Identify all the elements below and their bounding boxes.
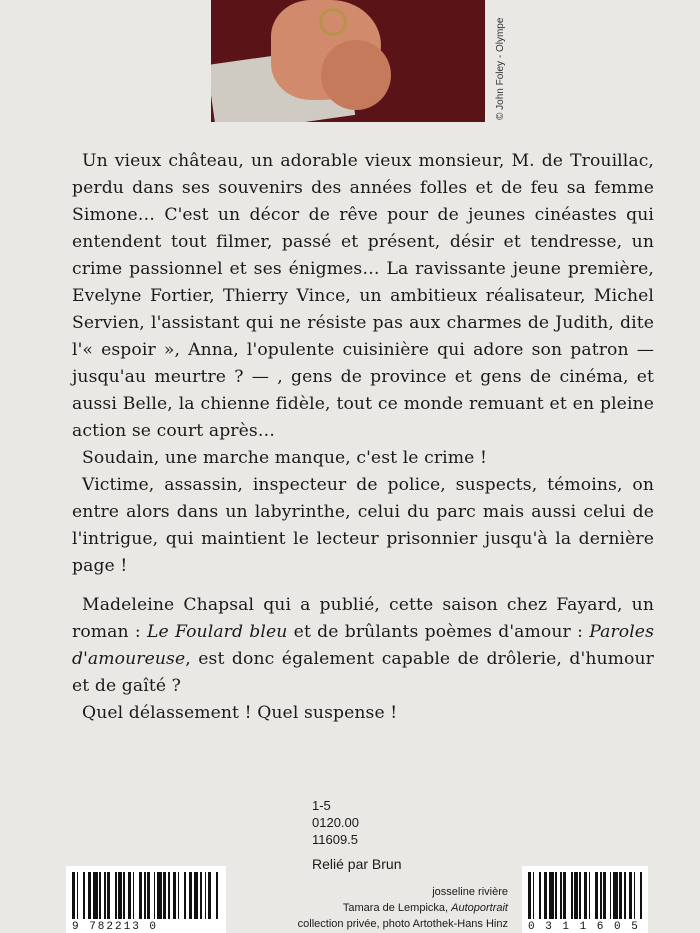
- barcode-stripe: [560, 872, 562, 919]
- blurb-paragraph-3: Victime, assassin, inspecteur de police, suspects, témoins, on entre alors dans un labyrinthe, celui du parc mais aussi celui de l'intrigue, qui maintient le lecteur prisonnier jusqu'à la dernière page !: [72, 475, 654, 576]
- barcode-stripe: [619, 872, 622, 919]
- barcode-stripe: [157, 872, 162, 919]
- barcode-stripe: [629, 872, 632, 919]
- barcode-stripe: [99, 872, 101, 919]
- book-title-foulard: Le Foulard bleu: [147, 622, 288, 642]
- barcode-stripe: [72, 872, 75, 919]
- barcode-stripe: [118, 872, 121, 919]
- barcode-stripe: [147, 872, 150, 919]
- barcode-stripe: [83, 872, 85, 919]
- cover-photo: [211, 0, 485, 122]
- barcode-stripe: [533, 872, 535, 919]
- code-line-3: 11609.5: [312, 832, 359, 847]
- barcode-stripe: [579, 872, 581, 919]
- artwork-credit: [298, 900, 508, 916]
- barcode-stripe: [88, 872, 91, 919]
- barcode-stripe: [107, 872, 110, 919]
- barcode-stripe: [115, 872, 117, 919]
- barcode-stripe: [574, 872, 577, 919]
- barcode-stripe: [104, 872, 106, 919]
- barcode-stripe: [613, 872, 618, 919]
- barcode-stripe: [144, 872, 146, 919]
- barcode-stripe: [154, 872, 156, 919]
- back-cover-blurb: [72, 148, 654, 727]
- barcode-stripe: [571, 872, 573, 919]
- barcode-stripe: [624, 872, 626, 919]
- barcode-stripe: [528, 872, 531, 919]
- barcode-stripe: [589, 872, 591, 919]
- code-line-1: 1-5: [312, 798, 331, 813]
- binding-note: Relié par Brun: [312, 856, 402, 872]
- isbn-barcode: [66, 866, 226, 933]
- barcode-stripe: [139, 872, 142, 919]
- photo-hand-2: [321, 40, 391, 110]
- blurb-paragraph-2: Soudain, une marche manque, c'est le crime !: [82, 448, 488, 468]
- blurb-paragraph-1: Un vieux château, un adorable vieux monsieur, M. de Trouillac, perdu dans ses souvenirs des années folles et de feu sa femme Simone… C'est un décor de rêve pour de jeunes cinéastes qui entendent tout filmer, passé et présent, désir et tendresse, un crime passionnel et ses énigmes… La ravissante jeune première, Evelyne Fortier, Thierry Vince, un ambitieux réalisateur, Michel Servien, l'assistant qui ne résiste pas aux charmes de Judith, dite l'« espoir », Anna, l'opulente cuisinière qui adore son patron — jusqu'au meurtre ? — , gens de province et gens de cinéma, et aussi Belle, la chienne fidèle, tout ce monde remuant et en pleine action se court après…: [72, 151, 654, 441]
- barcode-stripe: [189, 872, 192, 919]
- barcode-stripe: [563, 872, 566, 919]
- barcode-digits: 9 782213 0: [72, 921, 159, 933]
- code-line-2: 0120.00: [312, 815, 359, 830]
- barcode-stripe: [184, 872, 186, 919]
- artist-name: Tamara de Lempicka,: [342, 902, 452, 914]
- artwork-title: Autoportrait: [451, 902, 508, 914]
- barcode-stripe: [544, 872, 547, 919]
- barcode-stripe: [600, 872, 602, 919]
- catalog-codes: [312, 797, 359, 848]
- collection-credit: collection privée, photo Artothek-Hans Hinz: [297, 918, 508, 930]
- barcode-stripe: [128, 872, 131, 919]
- cover-credits: [298, 884, 508, 932]
- barcode-stripe: [178, 872, 180, 919]
- barcode-stripe: [200, 872, 202, 919]
- photo-ring: [319, 8, 347, 36]
- barcode-stripe: [539, 872, 541, 919]
- blurb-paragraph-4: [72, 592, 654, 700]
- barcode-stripe: [640, 872, 642, 919]
- barcode-stripe: [123, 872, 125, 919]
- barcode-stripe: [603, 872, 606, 919]
- barcode-stripe: [610, 872, 612, 919]
- barcode-stripe: [168, 872, 170, 919]
- barcode-stripe: [634, 872, 636, 919]
- barcode-stripe: [173, 872, 176, 919]
- barcode-stripe: [216, 872, 218, 919]
- barcode-bars: [528, 872, 642, 919]
- barcode-stripe: [549, 872, 554, 919]
- barcode-stripe: [93, 872, 98, 919]
- barcode-stripe: [555, 872, 557, 919]
- barcode-stripe: [133, 872, 135, 919]
- barcode-stripe: [595, 872, 598, 919]
- blurb-p4-text: Madeleine Chapsal qui a publié, cette saison chez Fayard, un roman :: [72, 595, 654, 642]
- barcode-stripe: [208, 872, 211, 919]
- blurb-paragraph-5: Quel délassement ! Quel suspense !: [82, 703, 398, 723]
- barcode-digits: 0 3 1 1 6 0 5: [528, 921, 640, 933]
- barcode-bars: [72, 872, 220, 919]
- barcode-stripe: [163, 872, 166, 919]
- barcode-stripe: [194, 872, 199, 919]
- price-barcode: [522, 866, 648, 933]
- designer-credit: josseline rivière: [432, 886, 508, 898]
- blurb-p4-mid: et de brûlants poèmes d'amour :: [287, 622, 590, 642]
- barcode-stripe: [584, 872, 587, 919]
- blurb-p4-after: , est donc également capable de drôlerie, d'humour et de gaîté ?: [72, 649, 654, 696]
- barcode-stripe: [205, 872, 207, 919]
- photo-credit: © John Foley - Olympe: [495, 17, 506, 120]
- book-title-paroles: Paroles d'amoureuse: [72, 622, 654, 669]
- barcode-stripe: [77, 872, 79, 919]
